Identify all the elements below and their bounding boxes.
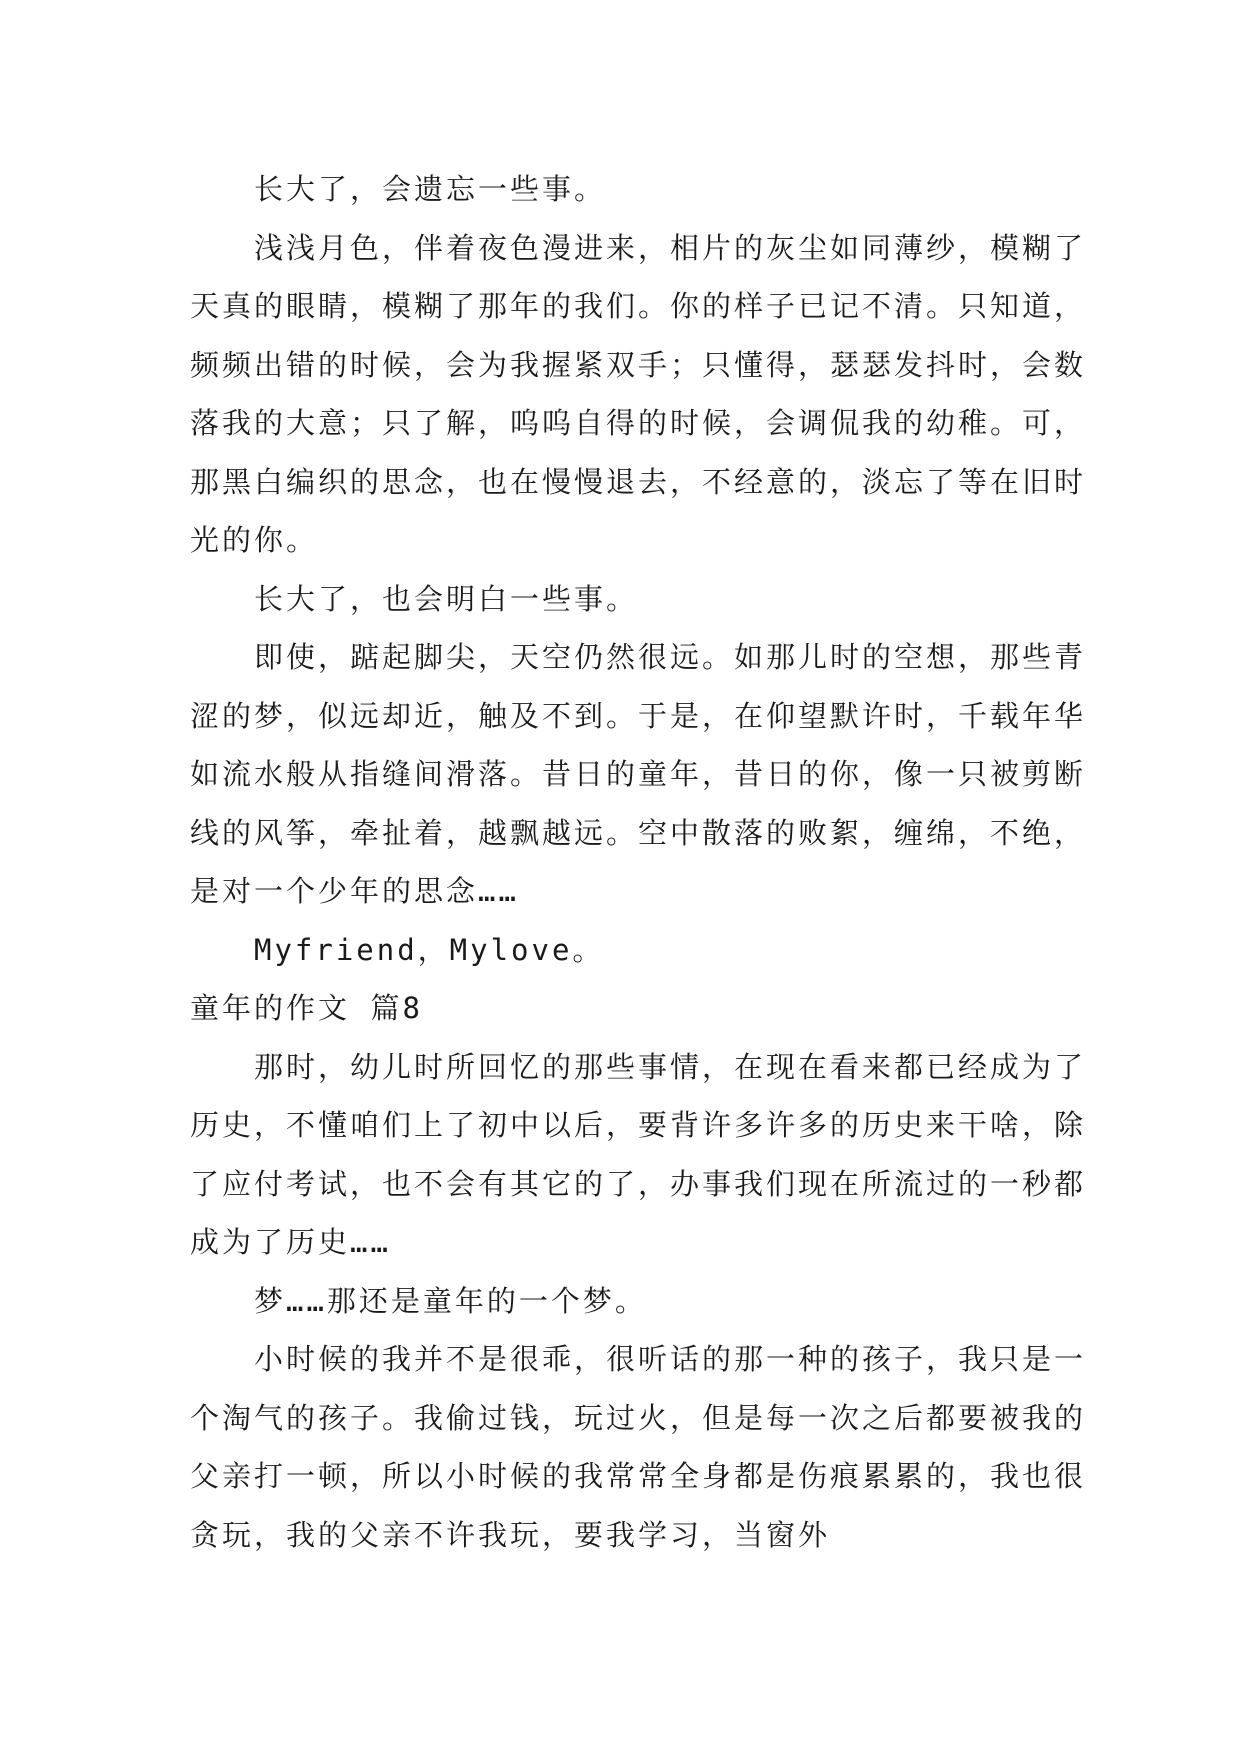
document-body xyxy=(190,160,1090,1564)
paragraph: 长大了，会遗忘一些事。 xyxy=(254,172,607,206)
paragraph: 即使，踮起脚尖，天空仍然很远。如那儿时的空想，那些青涩的梦，似远却近，触及不到。于是，在仰望默许时，千载年华如流水般从指缝间滑落。昔日的童年，昔日的你，像一只被剪断线的风筝，牵扯着，越飘越远。空中散落的败絮，缠绵，不绝，是对一个少年的思念…… xyxy=(190,640,1087,908)
section-title: 童年的作文 篇8 xyxy=(190,991,423,1025)
paragraph: 梦……那还是童年的一个梦。 xyxy=(254,1283,647,1318)
paragraph: 那时，幼儿时所回忆的那些事情，在现在看来都已经成为了历史，不懂咱们上了初中以后，要背许多许多的历史来干啥，除了应付考试，也不会有其它的了，办事我们现在所流过的一秒都成为了历史…… xyxy=(190,1049,1087,1259)
paragraph: 长大了，也会明白一些事。 xyxy=(254,581,639,616)
paragraph: 浅浅月色，伴着夜色漫进来，相片的灰尘如同薄纱，模糊了天真的眼睛，模糊了那年的我们。你的样子已记不清。只知道，频频出错的时候，会为我握紧双手；只懂得，瑟瑟发抖时，会数落我的大意；只了解，呜呜自得的时候，会调侃我的幼稚。可，那黑白编织的思念，也在慢慢退去，不经意的，淡忘了等在旧时光的你。 xyxy=(190,230,1087,557)
paragraph: Myfriend，Mylove。 xyxy=(254,932,605,967)
paragraph: 小时候的我并不是很乖，很听话的那一种的孩子，我只是一个淘气的孩子。我偷过钱，玩过火，但是每一次之后都要被我的父亲打一顿，所以小时候的我常常全身都是伤痕累累的，我也很贪玩，我的父亲不许我玩，要我学习，当窗外 xyxy=(190,1342,1087,1552)
